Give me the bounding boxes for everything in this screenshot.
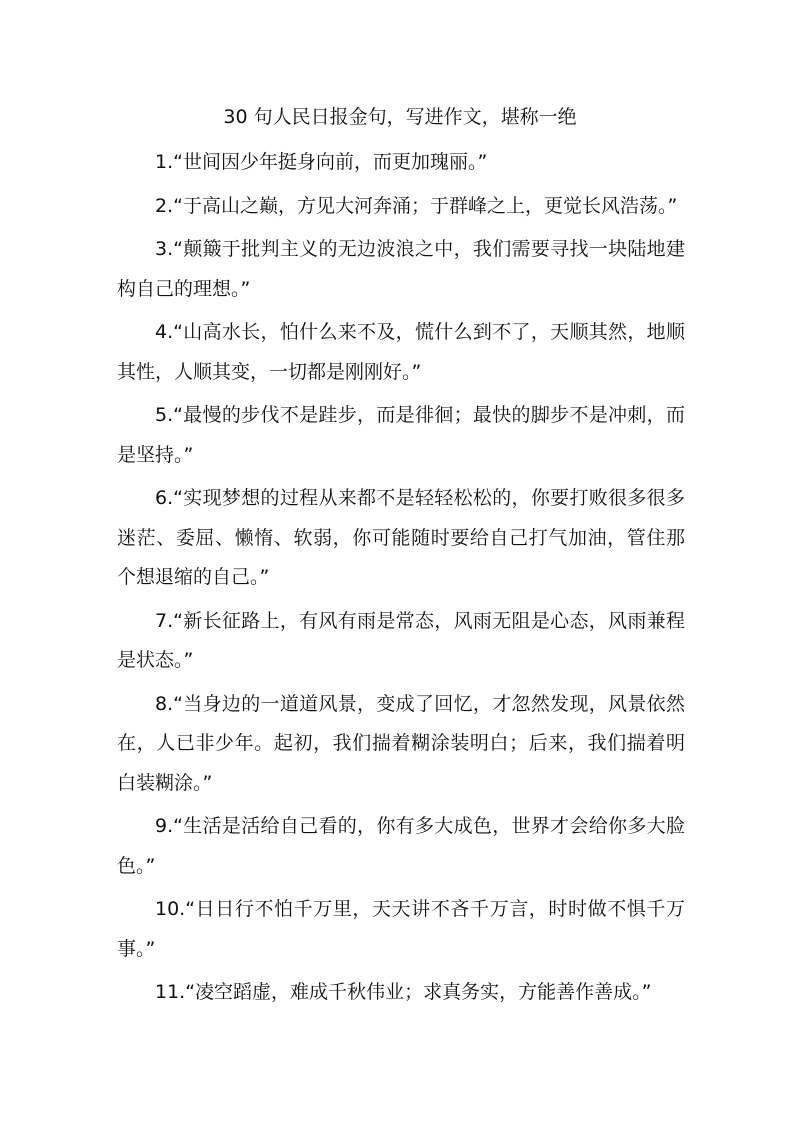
quote-number: 2. bbox=[155, 194, 174, 217]
quote-number: 3. bbox=[155, 238, 174, 260]
quote-item bbox=[117, 230, 685, 309]
quote-item bbox=[117, 479, 685, 598]
quote-text: “凌空蹈虚，难成千秋伟业；求真务实，方能善作善成。” bbox=[185, 981, 652, 1003]
quote-text: “最慢的步伐不是跬步，而是徘徊；最快的脚步不是冲刺，而是坚持。” bbox=[117, 404, 685, 466]
quote-item bbox=[117, 187, 685, 227]
quote-item bbox=[117, 807, 685, 886]
quote-item bbox=[117, 602, 685, 681]
quote-item bbox=[117, 313, 685, 392]
quote-text: “山高水长，怕什么来不及，慌什么到不了，天顺其然，地顺其性，人顺其变，一切都是刚刚好。” bbox=[117, 321, 685, 383]
quote-item bbox=[117, 890, 685, 969]
quote-number: 11. bbox=[155, 981, 186, 1003]
quote-number: 5. bbox=[155, 404, 174, 426]
quote-number: 4. bbox=[155, 321, 174, 343]
quote-list bbox=[117, 143, 685, 1017]
quote-text: “当身边的一道道风景，变成了回忆，才忽然发现，风景依然在，人已非少年。起初，我们揣着糊涂装明白；后来，我们揣着明白装糊涂。” bbox=[117, 692, 685, 794]
quote-number: 6. bbox=[155, 487, 174, 509]
quote-number: 10. bbox=[155, 898, 186, 920]
quote-text: “实现梦想的过程从来都不是轻轻松松的，你要打败很多很多迷茫、委屈、懒惰、软弱，你可能随时要给自己打气加油，管住那个想退缩的自己。” bbox=[117, 487, 685, 588]
document-title: 30 句人民日报金句，写进作文，堪称一绝 bbox=[223, 106, 577, 128]
quote-number: 8. bbox=[155, 692, 174, 715]
quote-text: “于高山之巅，方见大河奔涌；于群峰之上，更觉长风浩荡。” bbox=[173, 194, 678, 217]
quote-text: “颠簸于批判主义的无边波浪之中，我们需要寻找一块陆地建构自己的理想。” bbox=[117, 238, 685, 300]
quote-item bbox=[117, 685, 685, 804]
quote-text: “世间因少年挺身向前，而更加瑰丽。” bbox=[173, 151, 488, 173]
quote-item bbox=[117, 973, 685, 1013]
quote-number: 7. bbox=[155, 609, 174, 632]
quote-number: 1. bbox=[155, 151, 174, 173]
quote-text: “日日行不怕千万里，天天讲不吝千万言，时时做不惧千万事。” bbox=[117, 898, 685, 960]
quote-item bbox=[117, 396, 685, 475]
quote-number: 9. bbox=[155, 815, 174, 837]
quote-text: “生活是活给自己看的，你有多大成色，世界才会给你多大脸色。” bbox=[117, 815, 685, 877]
quote-text: “新长征路上，有风有雨是常态，风雨无阻是心态，风雨兼程是状态。” bbox=[117, 609, 685, 671]
quote-item bbox=[117, 143, 685, 183]
